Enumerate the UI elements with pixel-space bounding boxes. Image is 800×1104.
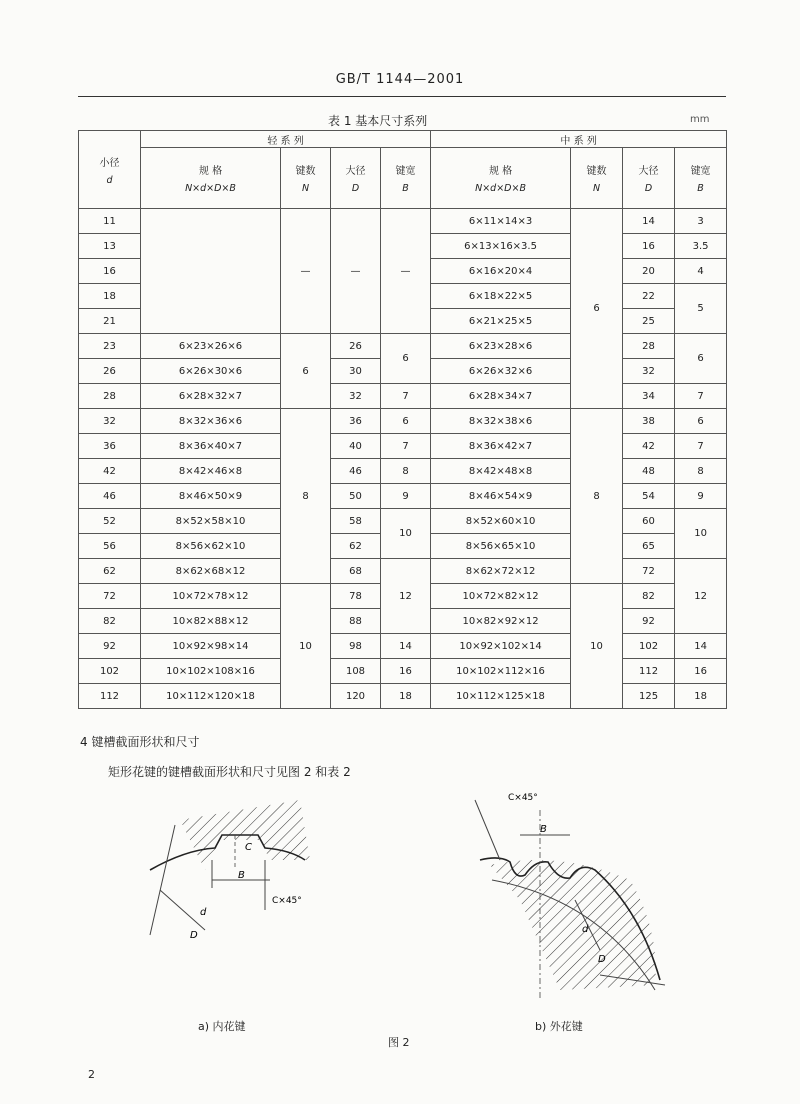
label-a-C45: C×45°	[272, 896, 302, 906]
figure-label: 图 2	[388, 1036, 410, 1049]
table-row: 32 8×32×36×6 8 36 6 8×32×38×6 8 38 6	[79, 409, 727, 434]
table-row: 72 10×72×78×12 10 78 10×72×82×12 10 82	[79, 584, 727, 609]
figure-caption-a: a) 内花键	[198, 1020, 246, 1033]
external-spline-drawing	[475, 800, 665, 1000]
col-light-spec: 规 格 N×d×D×B	[141, 148, 281, 209]
label-b-B: B	[540, 824, 547, 835]
label-a-B: B	[238, 870, 245, 881]
label-b-d: d	[582, 924, 589, 935]
col-medium-spec: 规 格 N×d×D×B	[431, 148, 571, 209]
table-row: 46 8×46×50×9 50 9 8×46×54×9 54 9	[79, 484, 727, 509]
table-row: 23 6×23×26×6 6 26 6 6×23×28×6 28 6	[79, 334, 727, 359]
table-caption: 表 1 基本尺寸系列	[328, 114, 428, 128]
col-medium-key-width: 键宽 B	[675, 148, 727, 209]
label-a-d: d	[200, 907, 207, 918]
table-row: 16 6×16×20×4 20 4	[79, 259, 727, 284]
label-b-D: D	[598, 954, 606, 965]
document-header: GB/T 1144—2001	[335, 72, 465, 87]
page-number: 2	[88, 1068, 95, 1081]
table-row: 62 8×62×68×12 68 12 8×62×72×12 72 12	[79, 559, 727, 584]
internal-spline-drawing	[150, 800, 310, 935]
group-light-series: 轻 系 列	[141, 131, 431, 148]
group-medium-series: 中 系 列	[431, 131, 727, 148]
table-row: 82 10×82×88×12 88 10×82×92×12 92	[79, 609, 727, 634]
col-small-diameter: 小径 d	[79, 131, 141, 209]
table-row: 42 8×42×46×8 46 8 8×42×48×8 48 8	[79, 459, 727, 484]
figure-caption-b: b) 外花键	[535, 1020, 583, 1033]
label-b-C45: C×45°	[508, 793, 538, 803]
table-row: 11 — — — 6×11×14×3 6 14 3	[79, 209, 727, 234]
table-unit: mm	[690, 114, 710, 125]
col-light-major-diameter: 大径 D	[331, 148, 381, 209]
col-light-key-count: 键数 N	[281, 148, 331, 209]
col-light-key-width: 键宽 B	[381, 148, 431, 209]
table-row: 13 6×13×16×3.5 16 3.5	[79, 234, 727, 259]
table-row: 52 8×52×58×10 58 10 8×52×60×10 60 10	[79, 509, 727, 534]
section-heading: 4 键槽截面形状和尺寸	[80, 735, 200, 749]
col-medium-major-diameter: 大径 D	[623, 148, 675, 209]
table-row: 26 6×26×30×6 30 6×26×32×6 32	[79, 359, 727, 384]
label-a-D: D	[190, 930, 198, 941]
table-row: 102 10×102×108×16 108 16 10×102×112×16 112 16	[79, 659, 727, 684]
table-row: 112 10×112×120×18 120 18 10×112×125×18 125 18	[79, 684, 727, 709]
section-paragraph: 矩形花键的键槽截面形状和尺寸见图 2 和表 2	[108, 765, 351, 779]
table-row: 21 6×21×25×5 25	[79, 309, 727, 334]
table-row: 18 6×18×22×5 22 5	[79, 284, 727, 309]
table-row: 92 10×92×98×14 98 14 10×92×102×14 102 14	[79, 634, 727, 659]
col-medium-key-count: 键数 N	[571, 148, 623, 209]
table-row: 56 8×56×62×10 62 8×56×65×10 65	[79, 534, 727, 559]
table-row: 36 8×36×40×7 40 7 8×36×42×7 42 7	[79, 434, 727, 459]
label-a-C: C	[245, 842, 252, 853]
table-row: 28 6×28×32×7 32 7 6×28×34×7 34 7	[79, 384, 727, 409]
